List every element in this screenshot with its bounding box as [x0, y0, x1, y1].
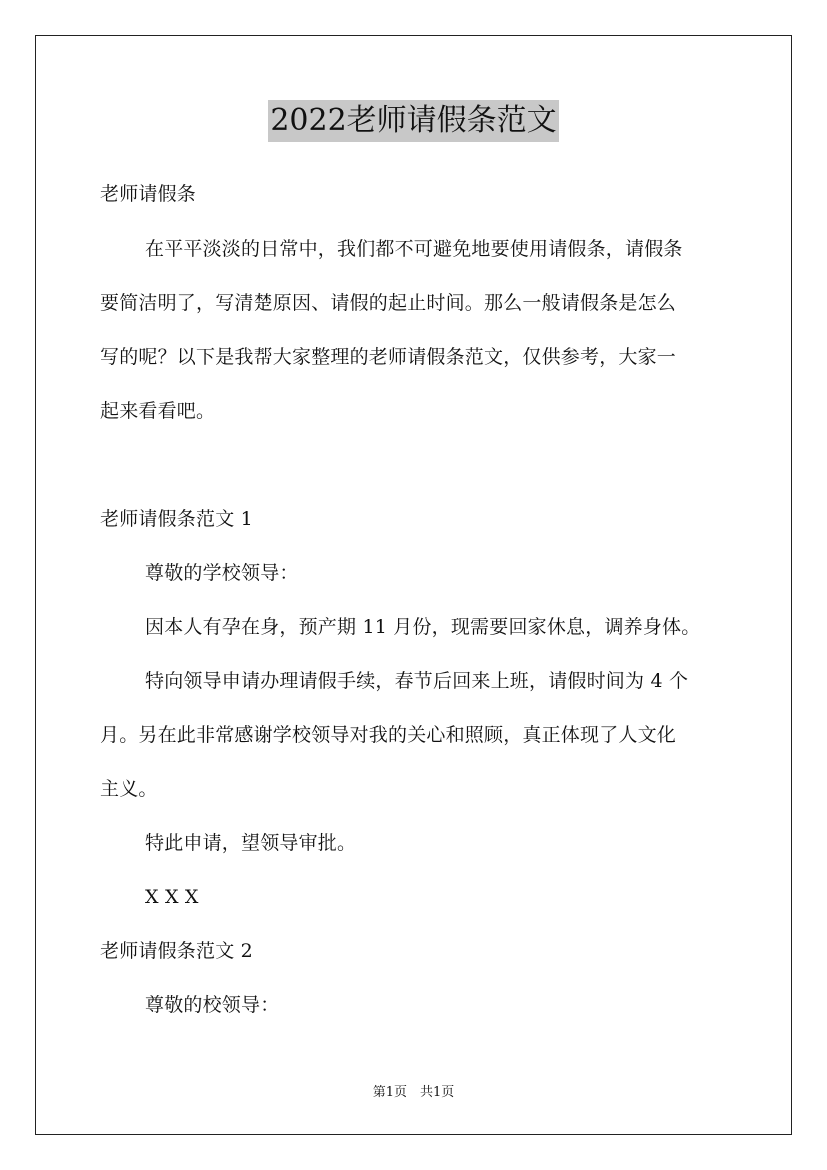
intro-line-1: 在平平淡淡的日常中，我们都不可避免地要使用请假条，请假条	[145, 238, 683, 260]
sample1-salutation: 尊敬的学校领导：	[145, 562, 299, 584]
sample1-paragraph-2-line-2: 月。另在此非常感谢学校领导对我的关心和照顾，真正体现了人文化	[100, 724, 677, 746]
title-container	[0, 100, 827, 142]
sample1-paragraph-1: 因本人有孕在身，预产期 11 月份，现需要回家休息，调养身体。	[145, 616, 701, 638]
sample1-closing: 特此申请，望领导审批。	[145, 832, 357, 854]
sample1-paragraph-2-line-1: 特向领导申请办理请假手续，春节后回来上班，请假时间为 4 个	[145, 670, 689, 692]
intro-line-4: 起来看看吧。	[100, 400, 216, 422]
sample1-heading: 老师请假条范文 1	[100, 508, 253, 530]
sample1-signature: X X X	[145, 886, 199, 908]
sample2-heading: 老师请假条范文 2	[100, 940, 253, 962]
page-footer: 第1页 共1页	[372, 1085, 455, 1100]
intro-line-2: 要简洁明了，写清楚原因、请假的起止时间。那么一般请假条是怎么	[100, 292, 677, 314]
intro-heading: 老师请假条	[100, 183, 197, 205]
sample1-paragraph-2-line-3: 主义。	[100, 778, 158, 800]
document-title: 2022老师请假条范文	[268, 100, 558, 142]
intro-line-3: 写的呢？以下是我帮大家整理的老师请假条范文，仅供参考，大家一	[100, 346, 677, 368]
sample2-salutation: 尊敬的校领导：	[145, 994, 280, 1016]
